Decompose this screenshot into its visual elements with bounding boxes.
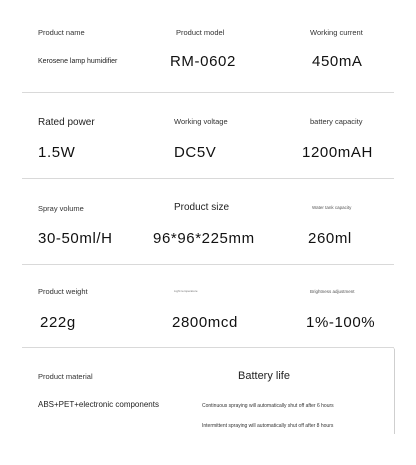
- working-current-value: 450mA: [312, 53, 363, 70]
- working-voltage-label: Working voltage: [174, 117, 228, 126]
- brightness-adjustment-label: Brightness adjustment: [310, 289, 355, 294]
- spec-row-3: [22, 179, 394, 263]
- spray-volume-value: 30-50ml/H: [38, 230, 113, 247]
- product-weight-value: 222g: [40, 314, 76, 331]
- spec-row-5: [22, 348, 394, 448]
- spec-row-2: [22, 93, 394, 177]
- spec-row-1: [22, 0, 394, 92]
- product-model-label: Product model: [176, 28, 225, 37]
- light-temperature-value: 2800mcd: [172, 314, 238, 331]
- product-model-value: RM-0602: [170, 53, 236, 70]
- brightness-adjustment-value: 1%-100%: [306, 314, 376, 331]
- light-temperature-label: Light temperature: [174, 289, 198, 293]
- battery-note-continuous: Continuous spraying will automatically shut off after 6 hours: [202, 403, 334, 409]
- rated-power-label: Rated power: [38, 117, 95, 128]
- product-material-value: ABS+PET+electronic components: [38, 400, 159, 409]
- water-tank-capacity-label: Water tank capacity: [312, 205, 352, 210]
- water-tank-capacity-value: 260ml: [308, 230, 352, 247]
- rated-power-value: 1.5W: [38, 144, 76, 161]
- spray-volume-label: Spray volume: [38, 204, 84, 213]
- product-name-label: Product name: [38, 28, 85, 37]
- battery-capacity-value: 1200mAH: [302, 144, 373, 161]
- working-voltage-value: DC5V: [174, 144, 217, 161]
- battery-note-intermittent: Intermittent spraying will automatically shut off after 8 hours: [202, 423, 334, 429]
- product-weight-label: Product weight: [38, 287, 88, 296]
- product-size-label: Product size: [174, 202, 230, 213]
- working-current-label: Working current: [310, 28, 363, 37]
- battery-capacity-label: battery capacity: [310, 117, 363, 126]
- product-name-value: Kerosene lamp humidifier: [38, 58, 118, 65]
- spec-row-4: [22, 265, 394, 347]
- battery-life-title: Battery life: [238, 370, 290, 382]
- product-size-value: 96*96*225mm: [153, 230, 255, 247]
- battery-life-panel: [202, 348, 395, 434]
- product-material-label: Product material: [38, 372, 93, 381]
